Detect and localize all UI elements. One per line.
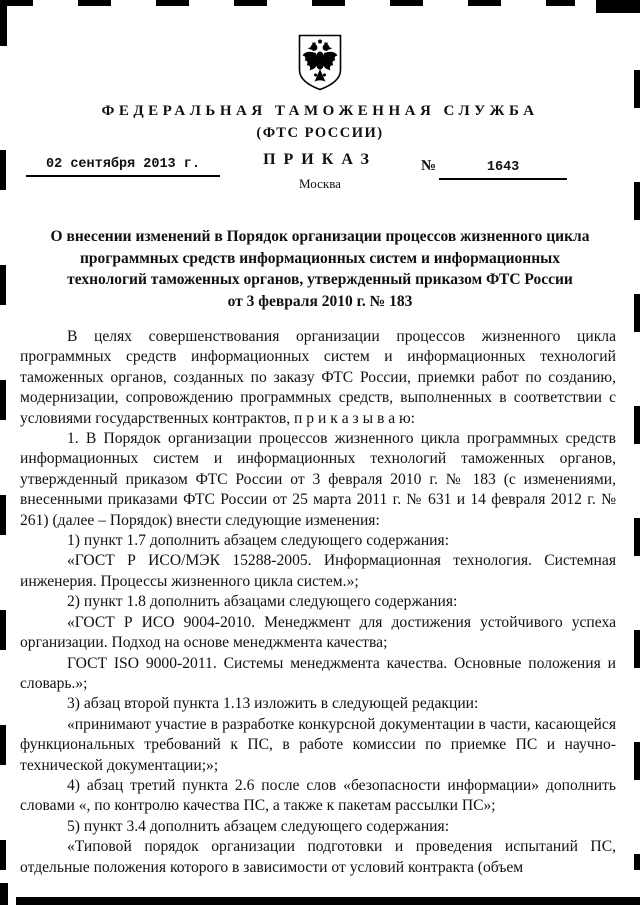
- title-line: программных средств информационных систем и информационных: [79, 249, 561, 267]
- document-type: ПРИКАЗ: [263, 151, 377, 168]
- document-body: [20, 327, 616, 878]
- title-line: О внесении изменений в Порядок организации процессов жизненного цикла: [50, 228, 590, 245]
- paragraph: «ГОСТ Р ИСО 9004-2010. Менеджмент для достижения устойчивого успеха организации. Подход на основе менеджмента качества;: [20, 613, 616, 652]
- coat-of-arms-icon: [297, 34, 343, 96]
- scan-artifact-top-left: [0, 0, 7, 46]
- scan-artifact-top: [0, 0, 575, 6]
- org-name: ФЕДЕРАЛЬНАЯ ТАМОЖЕННАЯ СЛУЖБА: [101, 103, 539, 119]
- paragraph: 3) абзац второй пункта 1.13 изложить в следующей редакции:: [67, 695, 479, 713]
- number-sign: №: [421, 158, 437, 174]
- paragraph: 2) пункт 1.8 дополнить абзацами следующего содержания:: [67, 593, 458, 611]
- document-header: [0, 0, 640, 169]
- paragraph: «ГОСТ Р ИСО/МЭК 15288-2005. Информационная технология. Системная инженерия. Процессы жизненного цикла систем.»;: [20, 552, 616, 590]
- paragraph: 1) пункт 1.7 дополнить абзацем следующего содержания:: [67, 532, 450, 550]
- document-number: 1643: [439, 160, 567, 180]
- paragraph: «Типовой порядок организации подготовки и проведения испытаний ПС, отдельные положения которого в зависимости от условий контракта (объем: [20, 838, 616, 876]
- document-date: 02 сентября 2013 г.: [26, 157, 220, 177]
- title-line: от 3 февраля 2010 г. № 183: [227, 292, 413, 310]
- document-city: Москва: [299, 176, 341, 191]
- scan-artifact-bottom-left: [0, 883, 8, 905]
- paragraph: 1. В Порядок организации процессов жизненного цикла программных средств информационных систем и информационных технологий таможенных органов, утвержденный приказом ФТС России от 3 февраля 2010 г. № 183 (с изменениями, внесенными приказами ФТС России от 25 марта 2011 г. № 631 и 14 февраля 2012 г. № 261) (далее – Порядок) внести следующие изменения:: [20, 430, 616, 529]
- document-title: [36, 226, 604, 312]
- org-short-name: (ФТС РОССИИ): [256, 125, 384, 141]
- paragraph: ГОСТ ISO 9000-2011. Системы менеджмента качества. Основные положения и словарь.»;: [20, 654, 616, 692]
- paragraph: «принимают участие в разработке конкурсной документации в части, касающейся функциональных требований к ПС, в работе комиссии по приемке ПС и научно-технической документации;»;: [20, 715, 616, 774]
- scan-artifact-bottom: [16, 897, 640, 905]
- paragraph: В целях совершенствования организации процессов жизненного цикла программных средств информационных систем и информационных технологий таможенных органов, созданных по заказу ФТС России, приемки работ по созданию, модернизации, сопровождению программных средств, выполненных в соответствии с условиями государственных контрактов, п р и к а з ы в а ю:: [20, 328, 616, 427]
- scan-artifact-top-right: [596, 0, 640, 13]
- paragraph: 5) пункт 3.4 дополнить абзацем следующего содержания:: [67, 817, 450, 835]
- scan-artifact-left: [0, 150, 6, 870]
- title-line: технологий таможенных органов, утвержденный приказом ФТС России: [67, 271, 573, 288]
- paragraph: 4) абзац третий пункта 2.6 после слов «безопасности информации» дополнить словами «, по контролю качества ПС, а также к пакетам рассылки ПС»;: [20, 776, 616, 815]
